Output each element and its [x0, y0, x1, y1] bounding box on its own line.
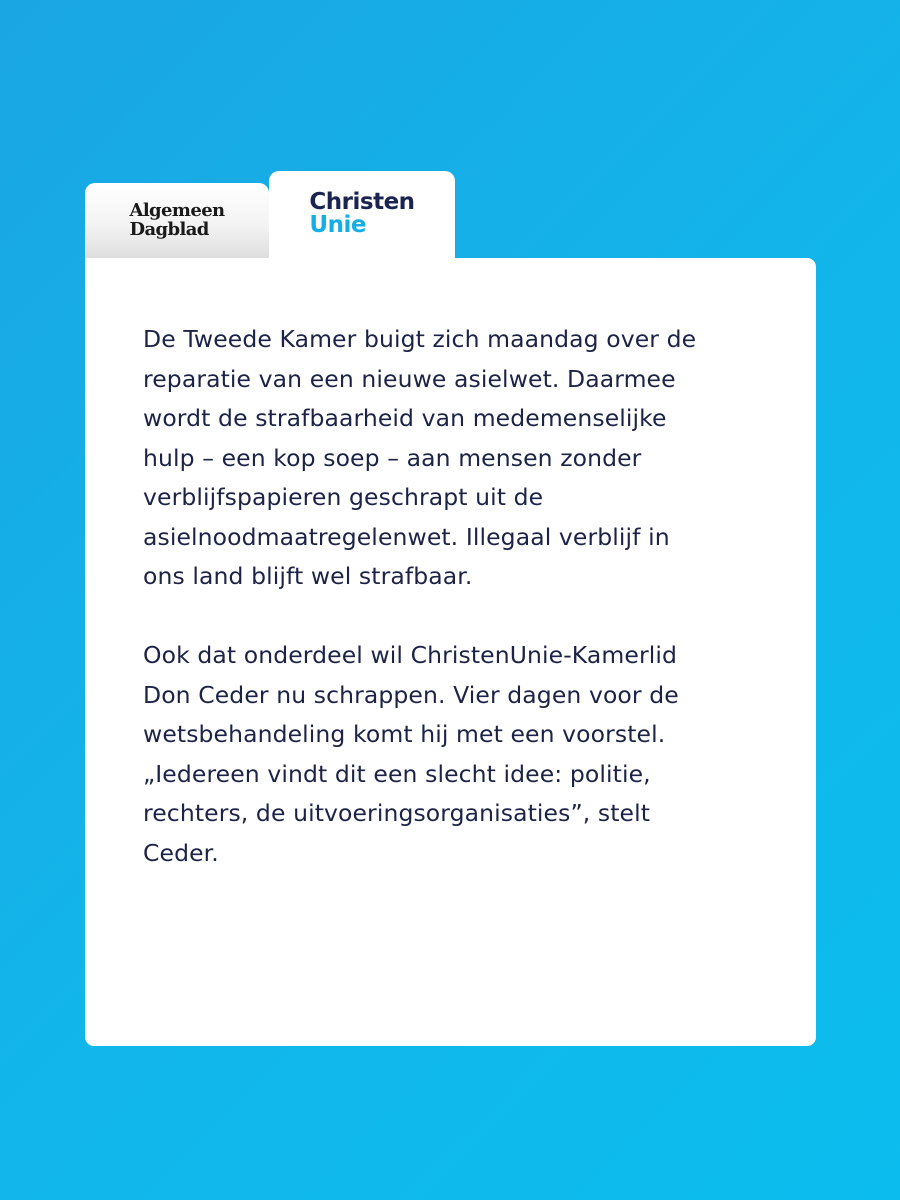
text-line: asielnoodmaatregelenwet. Illegaal verblijf in — [143, 522, 670, 551]
text-line: hulp – een kop soep – aan mensen zonder — [143, 443, 642, 472]
text-line: Ook dat onderdeel wil ChristenUnie-Kamerlid — [143, 641, 677, 669]
text-line: wetsbehandeling komt hij met een voorstel. — [143, 720, 666, 748]
text-line: reparatie van een nieuwe asielwet. Daarmee — [143, 364, 676, 393]
christen-unie-logo — [309, 191, 414, 237]
text-line: wordt de strafbaarheid van medemenselijke — [143, 404, 667, 432]
tab-algemeen-dagblad[interactable] — [85, 183, 269, 261]
text-line: rechters, de uitvoeringsorganisaties”, stelt — [143, 799, 651, 827]
text-line: Don Ceder nu schrappen. Vier dagen voor de — [143, 680, 679, 709]
text-line: verblijfspapieren geschrapt uit de — [143, 483, 544, 511]
text-line: De Tweede Kamer buigt zich maandag over de — [143, 325, 697, 353]
algemeen-dagblad-logo — [129, 201, 224, 239]
tab-christen-unie[interactable] — [269, 171, 455, 271]
article-paragraph-2 — [143, 636, 776, 873]
text-line: ons land blijft wel strafbaar. — [143, 562, 473, 590]
article-paragraph-1 — [143, 320, 776, 597]
text-line: „Iedereen vindt dit een slecht idee: politie, — [143, 759, 651, 788]
text-line: Ceder. — [143, 838, 219, 867]
ad-logo-line-1: Algemeen — [129, 200, 225, 221]
cu-logo-line-1: Christen — [309, 189, 415, 215]
cu-logo-line-2: Unie — [309, 212, 366, 238]
ad-logo-line-2: Dagblad — [129, 219, 209, 240]
article-card — [85, 258, 816, 1046]
